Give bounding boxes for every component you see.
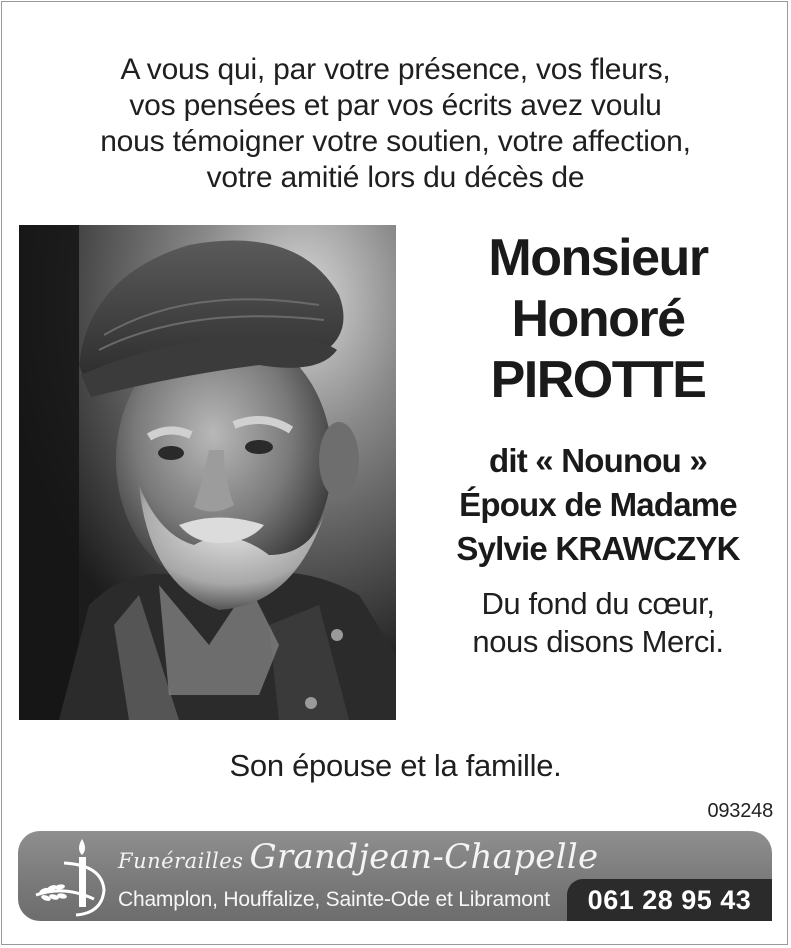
reference-number: 093248 xyxy=(707,800,773,822)
intro-text xyxy=(20,52,771,196)
intro-line: vos pensées et par vos écrits avez voulu xyxy=(129,89,662,122)
funeral-home-locations: Champlon, Houffalize, Sainte-Ode et Libramont xyxy=(118,888,550,911)
brand-name: Grandjean-Chapelle xyxy=(249,837,599,877)
thanks-line: nous disons Merci. xyxy=(472,624,724,659)
portrait-photo xyxy=(19,225,396,720)
deceased-first-name: Honoré xyxy=(511,290,685,348)
thanks-line: Du fond du cœur, xyxy=(481,586,715,621)
deceased-nickname: dit « Nounou » xyxy=(489,442,707,479)
intro-line: A vous qui, par votre présence, vos fleurs, xyxy=(120,53,671,86)
spouse-line: Époux de Madame xyxy=(459,486,737,523)
deceased-last-name: PIROTTE xyxy=(490,351,706,409)
funeral-home-name xyxy=(118,837,598,877)
intro-line: nous témoigner votre soutien, votre affection, xyxy=(100,125,691,158)
brand-prefix: Funérailles xyxy=(118,849,244,873)
candle-and-wheat-icon xyxy=(24,835,116,919)
family-signature: Son épouse et la famille. xyxy=(229,748,562,783)
name-block xyxy=(408,228,788,661)
intro-line: votre amitié lors du décès de xyxy=(206,161,585,194)
phone-number: 061 28 95 43 xyxy=(567,879,772,921)
deceased-title: Monsieur xyxy=(488,229,708,287)
funeral-home-banner xyxy=(18,831,772,921)
spouse-name: Sylvie KRAWCZYK xyxy=(456,530,740,567)
